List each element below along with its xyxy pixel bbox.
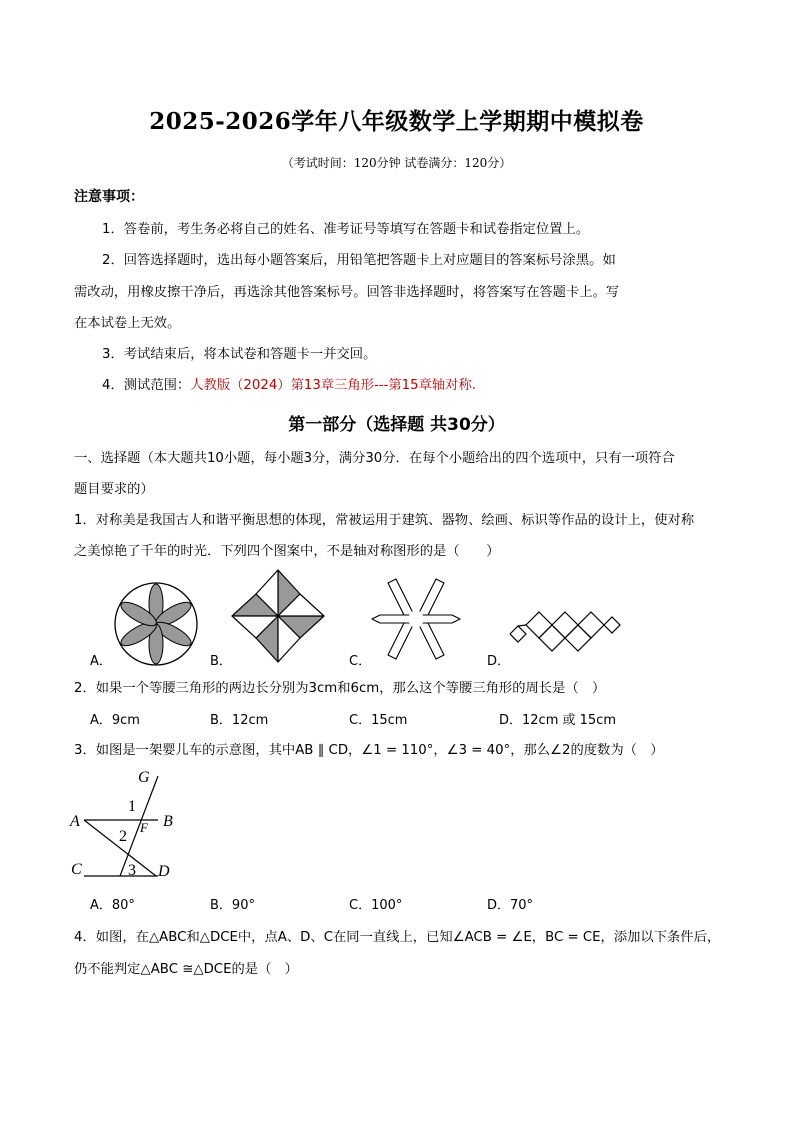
notice-heading: 注意事项： — [74, 189, 144, 205]
exam-info: （考试时间：120分钟 试卷满分：120分） — [281, 156, 512, 170]
q2-option-c[interactable]: C．15cm — [349, 713, 408, 728]
q1-option-d[interactable]: D． — [487, 654, 511, 669]
label-g: G — [138, 769, 150, 786]
q1-figure-a-flower — [113, 581, 199, 667]
label-c: C — [71, 861, 82, 878]
q3-option-a[interactable]: A．80° — [90, 898, 135, 913]
q1-figure-c-star — [368, 573, 464, 665]
q1-figure-d-knot — [508, 608, 622, 652]
notice-item-4-prefix: 4．测试范围： — [102, 378, 191, 393]
label-angle-3: 3 — [128, 862, 136, 879]
q3-option-c[interactable]: C．100° — [349, 898, 403, 913]
q3-stroller-figure — [70, 766, 185, 880]
page-title: 2025-2026学年八年级数学上学期期中模拟卷 — [149, 108, 644, 135]
q2-option-a[interactable]: A．9cm — [90, 713, 140, 728]
part1-desc-line-1: 一、选择题（本大题共10小题，每小题3分，满分30分．在每个小题给出的四个选项中，只有一项符合 — [74, 451, 675, 466]
q3-option-d[interactable]: D．70° — [487, 898, 534, 913]
label-b: B — [163, 813, 173, 830]
label-angle-1: 1 — [128, 798, 136, 815]
part1-desc-line-2: 题目要求的） — [74, 482, 154, 497]
q2-option-d[interactable]: D．12cm 或 15cm — [499, 713, 616, 728]
notice-item-2-line-1: 2．回答选择题时，选出每小题答案后，用铅笔把答题卡上对应题目的答案标号涂黑。如 — [102, 253, 616, 268]
notice-item-2-line-2: 需改动，用橡皮擦干净后，再选涂其他答案标号。回答非选择题时，将答案写在答题卡上。写 — [74, 285, 620, 300]
q1-stem-line-1: 1．对称美是我国古人和谐平衡思想的体现，常被运用于建筑、器物、绘画、标识等作品的设计上，使对称 — [74, 513, 695, 528]
q4-stem-line-1: 4．如图，在△ABC和△DCE中，点A、D、C在同一直线上，已知∠ACB = ∠E，BC = CE，添加以下条件后， — [74, 930, 721, 945]
label-f: F — [140, 820, 148, 835]
q1-option-a[interactable]: A． — [90, 654, 112, 669]
q1-option-c[interactable]: C． — [349, 654, 372, 669]
q1-stem-line-2: 之美惊艳了千年的时光．下列四个图案中，不是轴对称图形的是（ ） — [74, 544, 500, 559]
q4-stem-line-2: 仍不能判定△ABC ≅△DCE的是（ ） — [74, 962, 298, 977]
section-title: 第一部分（选择题 共30分） — [288, 415, 505, 435]
notice-item-4 — [102, 374, 476, 393]
q3-option-b[interactable]: B．90° — [210, 898, 255, 913]
q1-option-b[interactable]: B． — [210, 654, 232, 669]
test-range: 人教版（2024）第13章三角形---第15章轴对称. — [190, 378, 477, 393]
q2-option-b[interactable]: B．12cm — [210, 713, 269, 728]
q1-figure-b-pinwheel — [230, 568, 326, 664]
notice-item-1: 1．答卷前，考生务必将自己的姓名、准考证号等填写在答题卡和试卷指定位置上。 — [102, 222, 590, 237]
notice-item-3: 3．考试结束后，将本试卷和答题卡一并交回。 — [102, 347, 377, 362]
notice-item-2-line-3: 在本试卷上无效。 — [74, 316, 181, 331]
label-a: A — [70, 813, 80, 830]
q2-stem: 2．如果一个等腰三角形的两边长分别为3cm和6cm，那么这个等腰三角形的周长是（ ） — [74, 681, 606, 696]
label-angle-2: 2 — [119, 828, 127, 845]
q3-stem: 3．如图是一架婴儿车的示意图，其中AB ∥ CD，∠1 = 110°，∠3 = 40°，那么∠2的度数为（ ） — [74, 743, 664, 758]
label-d: D — [158, 863, 170, 880]
